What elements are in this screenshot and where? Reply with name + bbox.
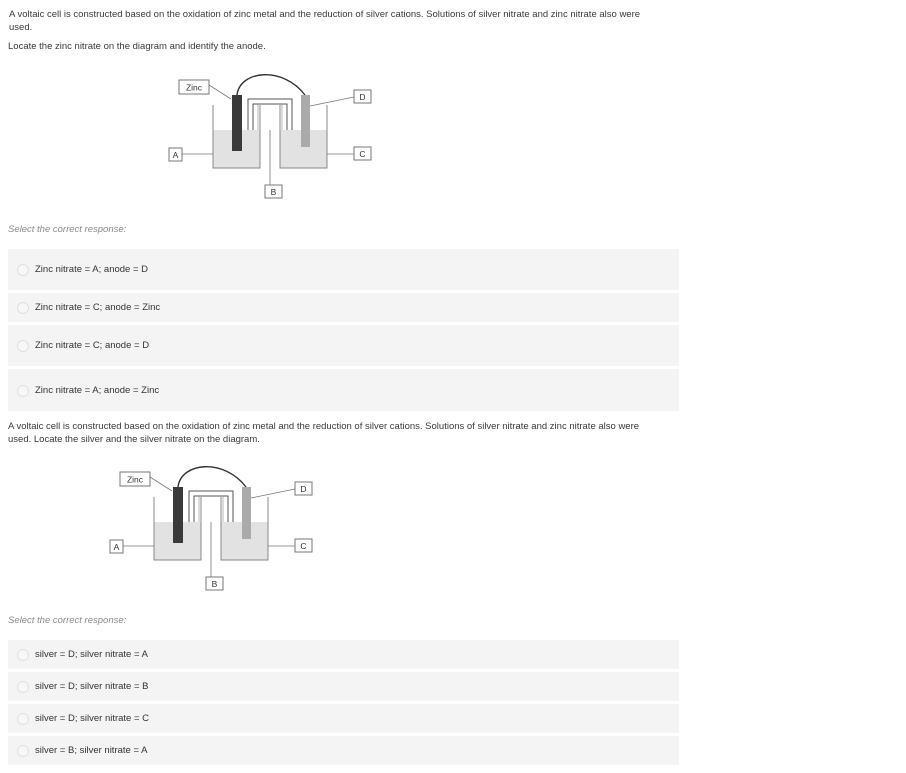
option-label: Zinc nitrate = C; anode = D: [35, 340, 150, 351]
q2-option-3[interactable]: [8, 704, 679, 733]
q2-option-4[interactable]: [8, 736, 679, 765]
label-d: D: [359, 92, 366, 102]
voltaic-cell-diagram-1: [165, 68, 380, 203]
silver-electrode: [242, 487, 251, 539]
option-label: Zinc nitrate = A; anode = D: [35, 264, 149, 275]
external-wire: [178, 467, 246, 487]
label-d: D: [300, 484, 307, 494]
label-c: C: [300, 541, 307, 551]
label-c: C: [359, 149, 366, 159]
radio-button[interactable]: [17, 264, 29, 276]
question1-instruction: Locate the zinc nitrate on the diagram and identify the anode.: [8, 41, 266, 52]
question2-text-line2: used. Locate the silver and the silver nitrate on the diagram.: [8, 434, 260, 445]
q2-option-2[interactable]: [8, 672, 679, 701]
option-label: silver = D; silver nitrate = C: [35, 713, 150, 724]
zinc-electrode: [232, 95, 242, 151]
question1-text-line2: used.: [9, 22, 33, 33]
q1-option-2[interactable]: [8, 293, 679, 322]
radio-button[interactable]: [17, 745, 29, 757]
label-b: B: [211, 579, 218, 589]
question2-text: [8, 420, 688, 446]
radio-button[interactable]: [17, 340, 29, 352]
label-a: A: [172, 150, 179, 160]
question1-text: [9, 8, 689, 34]
option-label: silver = D; silver nitrate = B: [35, 681, 149, 692]
option-label: silver = B; silver nitrate = A: [35, 745, 148, 756]
label-a: A: [113, 542, 120, 552]
option-label: silver = D; silver nitrate = A: [35, 649, 148, 660]
q1-option-1[interactable]: [8, 249, 679, 290]
label-b: B: [270, 187, 277, 197]
radio-button[interactable]: [17, 713, 29, 725]
question2-prompt: Select the correct response:: [8, 615, 127, 626]
q1-option-3[interactable]: [8, 325, 679, 366]
zinc-electrode: [173, 487, 183, 543]
option-label: Zinc nitrate = C; anode = Zinc: [35, 302, 161, 313]
option-label: Zinc nitrate = A; anode = Zinc: [35, 385, 160, 396]
q2-option-1[interactable]: [8, 640, 679, 669]
q1-option-4[interactable]: [8, 369, 679, 411]
silver-electrode: [301, 95, 310, 147]
voltaic-cell-diagram-2: [106, 460, 321, 595]
radio-button[interactable]: [17, 385, 29, 397]
zinc-label: Zinc: [185, 82, 203, 93]
external-wire: [237, 75, 305, 95]
question1-text-line1: A voltaic cell is constructed based on the oxidation of zinc metal and the reduction of silver cations. Solutions of silver nitrate and zinc nitrate also were: [9, 9, 641, 20]
question2-text-line1: A voltaic cell is constructed based on the oxidation of zinc metal and the reduction of silver cations. Solutions of silver nitrate and zinc nitrate also were: [8, 421, 640, 432]
radio-button[interactable]: [17, 302, 29, 314]
question1-prompt: Select the correct response:: [8, 224, 127, 235]
zinc-label: Zinc: [126, 474, 144, 485]
radio-button[interactable]: [17, 649, 29, 661]
radio-button[interactable]: [17, 681, 29, 693]
